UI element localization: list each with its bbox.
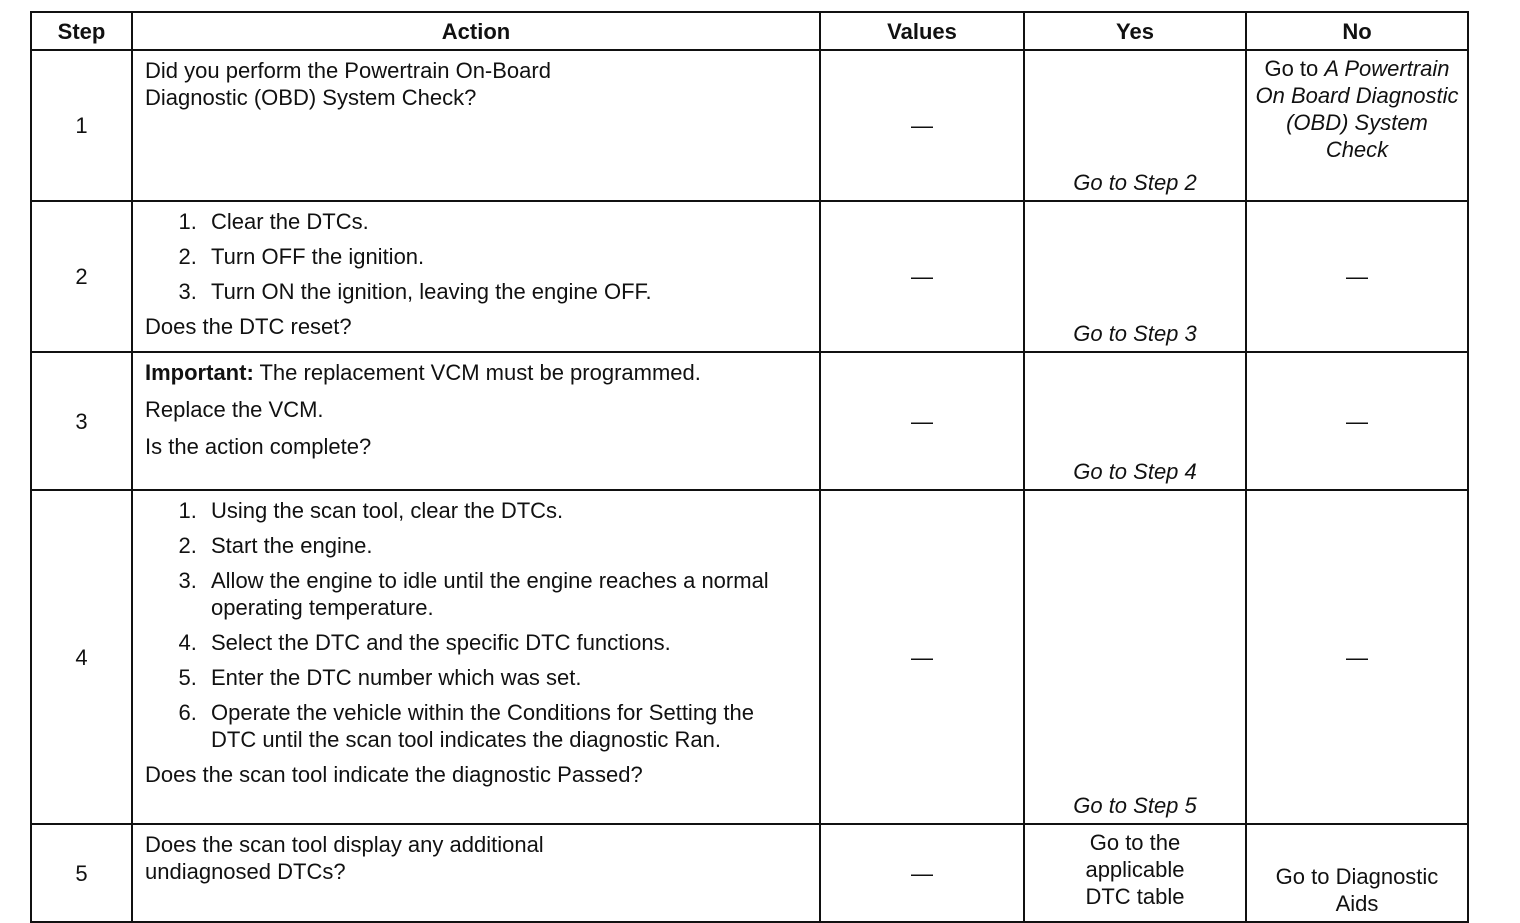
action-step-item: 1. Using the scan tool, clear the DTCs. — [203, 497, 793, 524]
action-step-item: 3. Allow the engine to idle until the engine reaches a normal operating temperature. — [203, 567, 793, 621]
table-row — [31, 201, 1468, 352]
action-step-item: 5. Enter the DTC number which was set. — [203, 664, 793, 691]
action-question: Did you perform the Powertrain On-Board Diagnostic (OBD) System Check? — [145, 58, 551, 110]
action-step-item: 4. Select the DTC and the specific DTC functions. — [203, 629, 793, 656]
values-cell: — — [820, 490, 1024, 824]
yes-link[interactable]: Go to Step 3 — [1024, 201, 1246, 352]
step-number: 1 — [31, 50, 132, 201]
values-cell: — — [820, 50, 1024, 201]
header-no: No — [1246, 12, 1468, 50]
no-link[interactable]: A Powertrain On Board Diagnostic (OBD) System Check — [1255, 56, 1459, 162]
action-cell — [132, 490, 820, 824]
action-step-item: 6. Operate the vehicle within the Conditions for Setting the DTC until the scan tool indicates the diagnostic Ran. — [203, 699, 793, 753]
header-yes: Yes — [1024, 12, 1246, 50]
important-label: Important: — [145, 360, 254, 385]
values-cell: — — [820, 352, 1024, 490]
no-cell: — — [1246, 352, 1468, 490]
no-cell[interactable] — [1246, 50, 1468, 201]
header-action: Action — [132, 12, 820, 50]
no-link[interactable]: Go to Diagnostic Aids — [1246, 824, 1468, 922]
yes-link[interactable]: Go to the applicable DTC table — [1024, 824, 1246, 922]
header-step: Step — [31, 12, 132, 50]
table-row — [31, 490, 1468, 824]
action-cell — [132, 352, 820, 490]
values-cell: — — [820, 824, 1024, 922]
yes-link[interactable]: Go to Step 2 — [1024, 50, 1246, 201]
yes-link[interactable]: Go to Step 4 — [1024, 352, 1246, 490]
table-row — [31, 50, 1468, 201]
action-steps — [145, 208, 809, 305]
step-number: 2 — [31, 201, 132, 352]
no-prefix: Go to — [1264, 56, 1325, 81]
action-cell — [132, 824, 820, 922]
no-cell: — — [1246, 490, 1468, 824]
no-cell: — — [1246, 201, 1468, 352]
action-step-item: 2. Turn OFF the ignition. — [203, 243, 809, 270]
table-row — [31, 352, 1468, 490]
table-row — [31, 824, 1468, 922]
action-question: Does the DTC reset? — [145, 314, 352, 339]
action-cell — [132, 201, 820, 352]
action-question: Does the scan tool display any additional undiagnosed DTCs? — [145, 832, 544, 884]
important-text: The replacement VCM must be programmed. — [253, 360, 701, 385]
action-line: Replace the VCM. — [145, 397, 324, 422]
header-values: Values — [820, 12, 1024, 50]
action-step-item: 1. Clear the DTCs. — [203, 208, 809, 235]
action-step-item: 3. Turn ON the ignition, leaving the engine OFF. — [203, 278, 809, 305]
important-note — [145, 359, 809, 386]
step-number: 5 — [31, 824, 132, 922]
step-number: 4 — [31, 490, 132, 824]
diagnostic-table — [30, 11, 1469, 923]
action-step-item: 2. Start the engine. — [203, 532, 793, 559]
action-steps — [145, 497, 793, 753]
header-row — [31, 12, 1468, 50]
action-question: Is the action complete? — [145, 434, 372, 459]
action-question: Does the scan tool indicate the diagnostic Passed? — [145, 762, 643, 787]
yes-link[interactable]: Go to Step 5 — [1024, 490, 1246, 824]
step-number: 3 — [31, 352, 132, 490]
action-cell — [132, 50, 820, 201]
values-cell: — — [820, 201, 1024, 352]
